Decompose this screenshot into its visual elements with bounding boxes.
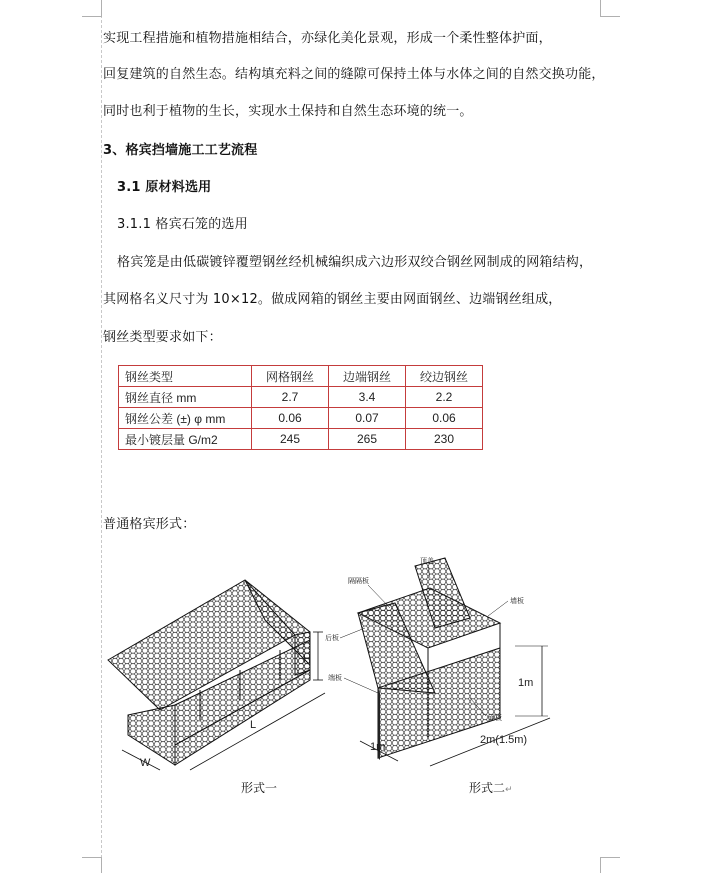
figure-intro: 普通格宾形式：	[103, 517, 196, 532]
section-heading: 3、格宾挡墙施工工艺流程	[103, 143, 258, 158]
body-line-1: 格宾笼是由低碳镀锌覆塑钢丝经机械编织成六边形双绞合钢丝网制成的网箱结构，	[117, 255, 593, 270]
wire-spec-table	[118, 365, 483, 450]
crop-mark-bottom-left-v	[101, 857, 102, 873]
table-row	[119, 408, 483, 429]
table-cell: 0.06	[406, 408, 483, 429]
gabion-type-two-figure	[320, 548, 560, 773]
paragraph-line-1: 实现工程措施和植物措施相结合，亦绿化美化景观，形成一个柔性整体护面，	[103, 31, 552, 46]
crop-mark-top-right-v	[600, 0, 601, 17]
table-header-row	[119, 366, 483, 387]
dim-label-l: L	[250, 719, 257, 731]
table-cell: 最小镀层量 G/m2	[119, 429, 252, 450]
table-cell: 0.07	[329, 408, 406, 429]
table-row	[119, 429, 483, 450]
subsection-heading: 3.1 原材料选用	[117, 180, 212, 195]
table-cell: 230	[406, 429, 483, 450]
table-cell: 2.2	[406, 387, 483, 408]
table-cell: 0.06	[252, 408, 329, 429]
table-cell: 钢丝直径 mm	[119, 387, 252, 408]
leader-line	[344, 678, 378, 693]
crop-mark-bottom-left	[82, 857, 102, 858]
leader-line	[488, 601, 508, 616]
leader-line	[340, 628, 365, 638]
gabion-type-one-figure	[100, 570, 345, 775]
figure-two-caption-text: 形式二	[469, 781, 506, 795]
crop-mark-bottom-right-v	[600, 857, 601, 873]
table-cell: 2.7	[252, 387, 329, 408]
table-cell: 245	[252, 429, 329, 450]
leader-line	[368, 585, 390, 608]
body-line-2: 其网格名义尺寸为 10×12。做成网箱的钢丝主要由网面钢丝、边端钢丝组成，	[103, 292, 562, 307]
table-cell: 265	[329, 429, 406, 450]
crop-mark-top-left-v	[101, 0, 102, 17]
figure-two-caption	[469, 779, 513, 796]
label-side: 墙板	[510, 597, 524, 605]
table-header-cell: 网格钢丝	[252, 366, 329, 387]
crop-mark-top-left	[82, 16, 102, 17]
label-front: 面板	[488, 714, 502, 722]
table-header-cell: 绞边钢丝	[406, 366, 483, 387]
table-header-cell: 边端钢丝	[329, 366, 406, 387]
label-diaphragm: 隔隔板	[348, 577, 369, 585]
dim-label-length: 2m(1.5m)	[480, 734, 528, 746]
label-lid: 顶盖	[420, 557, 434, 565]
dim-label-w: W	[140, 757, 151, 769]
table-header-cell: 钢丝类型	[119, 366, 252, 387]
bottom-front-panel	[128, 705, 175, 765]
table-cell: 3.4	[329, 387, 406, 408]
dim-label-h: H	[303, 653, 311, 665]
table-row	[119, 387, 483, 408]
figure-one-caption: 形式一	[241, 781, 278, 795]
dim-label-height: 1m	[518, 677, 534, 689]
label-back: 后板	[325, 634, 339, 642]
label-end: 端板	[328, 674, 342, 682]
paragraph-line-3: 同时也利于植物的生长，实现水土保持和自然生态环境的统一。	[103, 104, 473, 119]
sub-subsection-heading: 3.1.1 格宾石笼的选用	[117, 217, 248, 232]
paragraph-mark: ↵	[505, 785, 513, 795]
paragraph-line-2: 回复建筑的自然生态。结构填充料之间的缝隙可保持土体与水体之间的自然交换功能，	[103, 67, 605, 82]
crop-mark-bottom-right	[600, 857, 620, 858]
dim-label-width: 1m	[370, 741, 386, 753]
crop-mark-top-right	[600, 16, 620, 17]
table-cell: 钢丝公差 (±) φ mm	[119, 408, 252, 429]
body-line-3: 钢丝类型要求如下：	[103, 330, 222, 345]
